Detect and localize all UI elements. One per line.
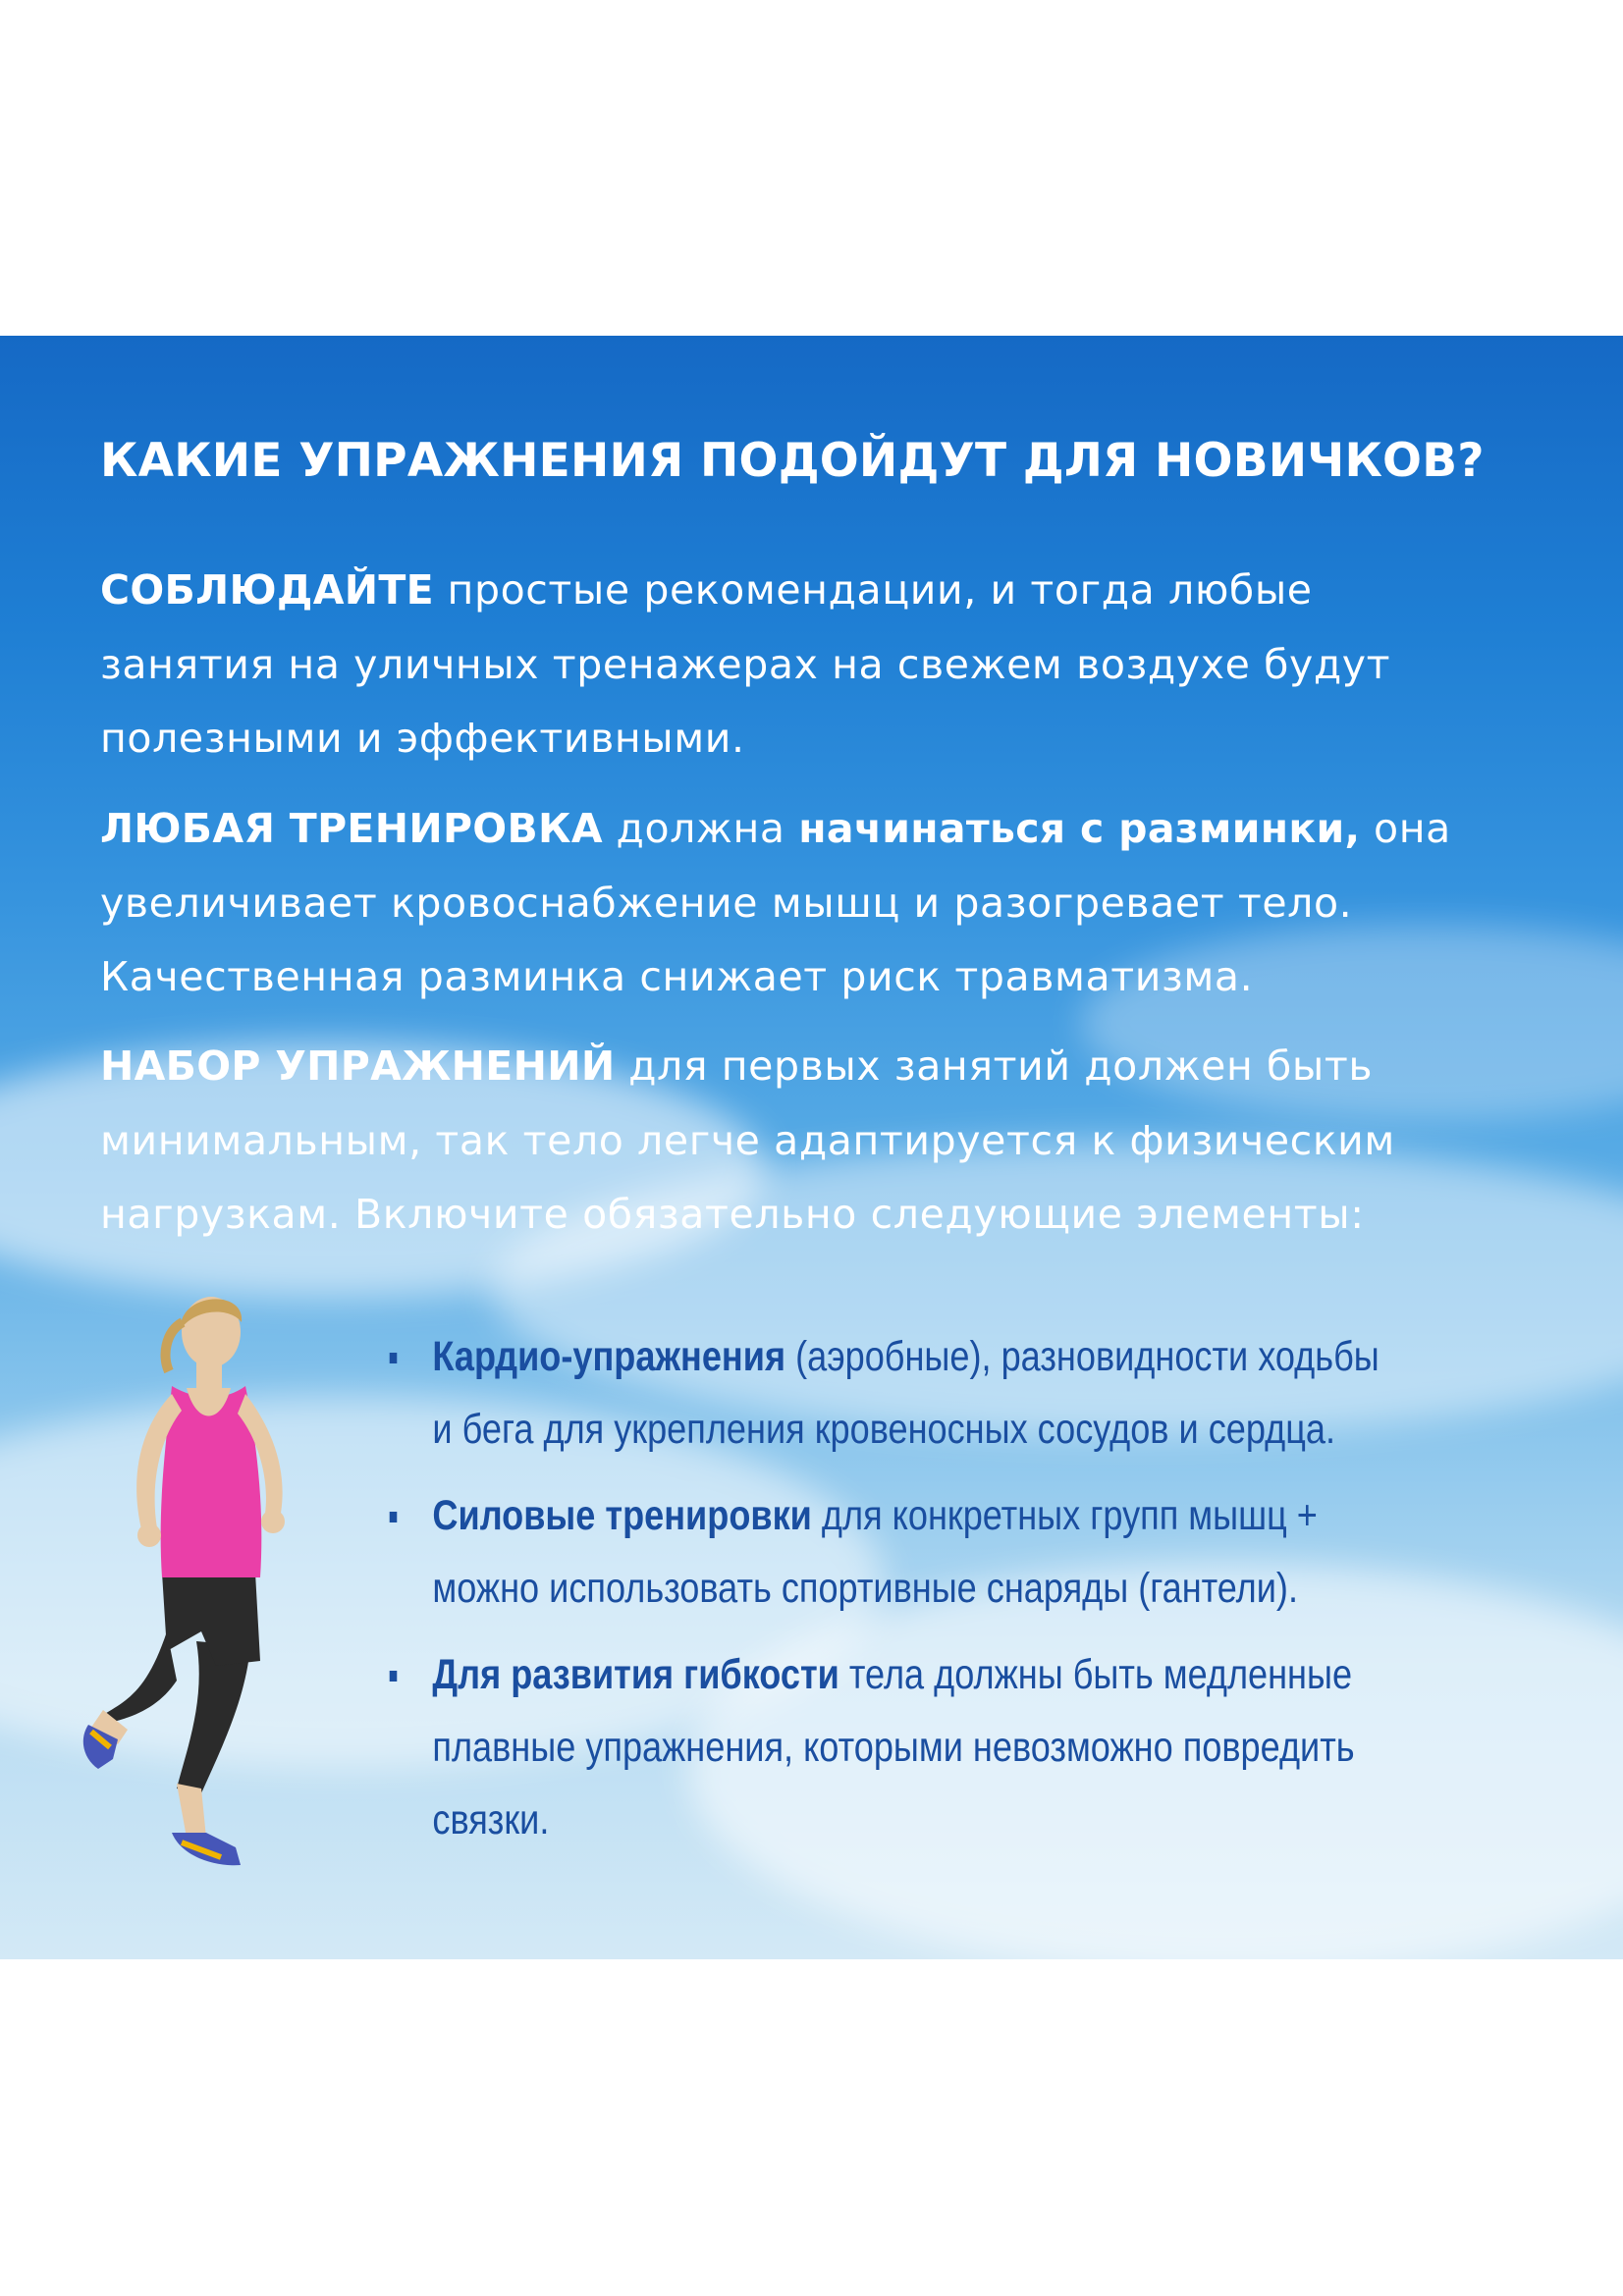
paragraph-warmup — [100, 792, 1534, 1015]
bullet-bold: Кардио-упражнения — [432, 1333, 786, 1380]
runner-shorts — [162, 1573, 260, 1666]
paragraph-line: нагрузкам. Включите обязательно следующие элементы: — [100, 1191, 1365, 1238]
bullet-line — [432, 1638, 1603, 1711]
runner-left-hand — [137, 1523, 161, 1547]
text-span: для первых занятий должен быть — [615, 1042, 1374, 1090]
runner-ponytail — [166, 1322, 183, 1371]
paragraph-line: занятия на уличных тренажерах на свежем воздухе будут — [100, 640, 1391, 688]
text-span: (аэробные), разновидности ходьбы — [785, 1333, 1380, 1380]
bullet-bold: Для развития гибкости — [432, 1651, 839, 1698]
list-item — [383, 1479, 1603, 1625]
page-title: КАКИЕ УПРАЖНЕНИЯ ПОДОЙДУТ ДЛЯ НОВИЧКОВ? — [100, 434, 1485, 488]
bullet-bold: Силовые тренировки — [432, 1492, 812, 1539]
paragraph-line — [100, 554, 1534, 628]
runner-back-leg — [98, 1631, 177, 1725]
bullet-line — [432, 1320, 1603, 1393]
runner-right-hand — [261, 1510, 285, 1533]
running-woman-illustration — [59, 1278, 373, 1887]
list-item — [383, 1320, 1603, 1466]
bold-lead: СОБЛЮДАЙТЕ — [100, 566, 434, 614]
list-item — [383, 1638, 1603, 1856]
bullet-icon — [390, 1353, 398, 1363]
paragraph-recommendations — [100, 554, 1534, 776]
bold-emphasis: начинаться с разминки, — [798, 805, 1361, 852]
text-span: должна — [602, 805, 799, 852]
sky-panel — [0, 336, 1623, 1959]
paragraph-line: минимальным, так тело легче адаптируется к физическим — [100, 1116, 1395, 1164]
bullet-icon — [390, 1512, 398, 1522]
exercise-list — [383, 1320, 1591, 1870]
text-span: простые рекомендации, и тогда любые — [433, 566, 1313, 614]
bold-lead: НАБОР УПРАЖНЕНИЙ — [100, 1042, 616, 1090]
text-span: тела должны быть медленные — [839, 1651, 1353, 1698]
text-span: для конкретных групп мышц + — [811, 1492, 1318, 1539]
bullet-line: плавные упражнения, которыми невозможно повредить — [432, 1724, 1355, 1771]
bold-lead: ЛЮБАЯ ТРЕНИРОВКА — [100, 805, 603, 852]
bullet-line — [432, 1479, 1603, 1552]
text-span: она — [1360, 805, 1451, 852]
runner-front-leg — [177, 1641, 250, 1793]
bullet-line: можно использовать спортивные снаряды (гантели). — [432, 1565, 1298, 1612]
paragraph-line: Качественная разминка снижает риск травматизма. — [100, 953, 1254, 1000]
bullet-icon — [390, 1671, 398, 1682]
paragraph-line — [100, 792, 1534, 867]
paragraph-line — [100, 1030, 1534, 1104]
bullet-line: и бега для укрепления кровеносных сосудов и сердца. — [432, 1406, 1336, 1453]
paragraph-line: увеличивает кровоснабжение мышц и разогревает тело. — [100, 879, 1353, 927]
bullet-line: связки. — [432, 1796, 550, 1843]
paragraph-line: полезными и эффективными. — [100, 715, 745, 762]
paragraph-exercise-set — [100, 1030, 1534, 1253]
